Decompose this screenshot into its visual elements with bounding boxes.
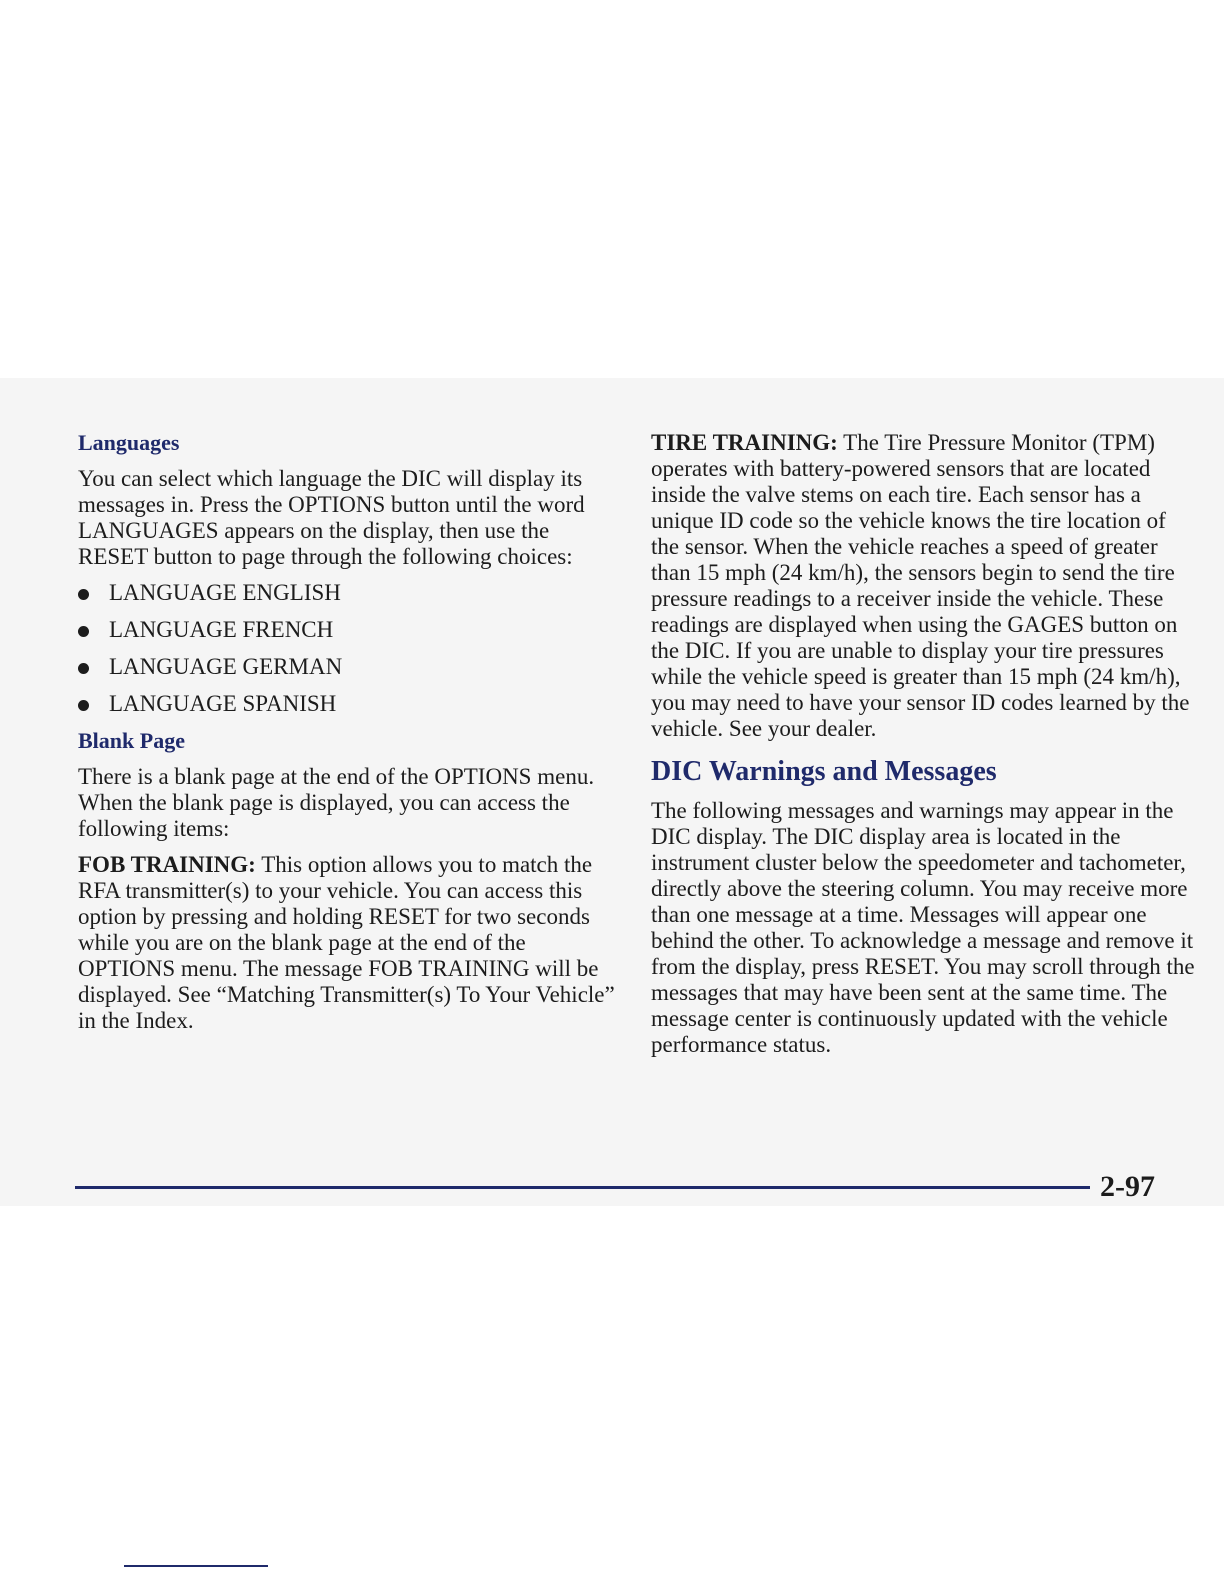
- language-options-list: [78, 580, 618, 717]
- bullet-icon: [78, 700, 89, 711]
- tire-training-text: The Tire Pressure Monitor (TPM) operates with battery-powered sensors that are located inside the valve stems on each tire. Each sensor has a unique ID code so the vehicle knows the tire location of the sensor. When the vehicle reaches a speed of greater than 15 mph (24 km/h), the sensors begin to send the tire pressure readings to a receiver inside the vehicle. These readings are displayed when using the GAGES button on the DIC. If you are unable to display your tire pressures while the vehicle speed is greater than 15 mph (24 km/h), you may need to have your sensor ID codes learned by the vehicle. See your dealer.: [651, 430, 1190, 741]
- list-item-label: LANGUAGE SPANISH: [109, 691, 337, 716]
- bullet-icon: [78, 589, 89, 600]
- list-item: [78, 580, 618, 606]
- languages-heading: Languages: [78, 430, 180, 455]
- left-column: [78, 430, 618, 1044]
- list-item: [78, 691, 618, 717]
- dic-warnings-paragraph: The following messages and warnings may appear in the DIC display. The DIC display area is located in the instrument cluster below the speedometer and tachometer, directly above the steering column. You may receive more than one message at a time. Messages will appear one behind the other. To acknowledge a message and remove it from the display, press RESET. You may scroll through the messages that may have been sent at the same time. The message center is continuously updated with the vehicle performance status.: [651, 798, 1195, 1057]
- footnote-rule: [124, 1565, 268, 1567]
- footer-rule: [75, 1186, 1090, 1189]
- fob-training-text: This option allows you to match the RFA transmitter(s) to your vehicle. You can access this option by pressing and holding RESET for two seconds while you are on the blank page at the end of the OPTIONS menu. The message FOB TRAINING will be displayed. See “Matching Transmitter(s) To Your Vehicle” in the Index.: [78, 852, 615, 1033]
- list-item-label: LANGUAGE FRENCH: [109, 617, 334, 642]
- right-column: [651, 430, 1196, 1068]
- tire-training-paragraph: [651, 430, 1196, 742]
- tire-training-label: TIRE TRAINING:: [651, 430, 838, 455]
- blank-page-heading: Blank Page: [78, 728, 185, 753]
- bullet-icon: [78, 663, 89, 674]
- fob-training-paragraph: [78, 852, 618, 1034]
- list-item-label: LANGUAGE GERMAN: [109, 654, 343, 679]
- bullet-icon: [78, 626, 89, 637]
- page-number: 2-97: [1100, 1170, 1155, 1203]
- list-item: [78, 654, 618, 680]
- blank-page-paragraph: There is a blank page at the end of the OPTIONS menu. When the blank page is displayed, you can access the following items:: [78, 764, 595, 841]
- list-item: [78, 617, 618, 643]
- fob-training-label: FOB TRAINING:: [78, 852, 256, 877]
- languages-intro-paragraph: You can select which language the DIC will display its messages in. Press the OPTIONS button until the word LANGUAGES appears on the display, then use the RESET button to page through the following choices:: [78, 466, 585, 569]
- list-item-label: LANGUAGE ENGLISH: [109, 580, 341, 605]
- dic-warnings-heading: DIC Warnings and Messages: [651, 756, 997, 787]
